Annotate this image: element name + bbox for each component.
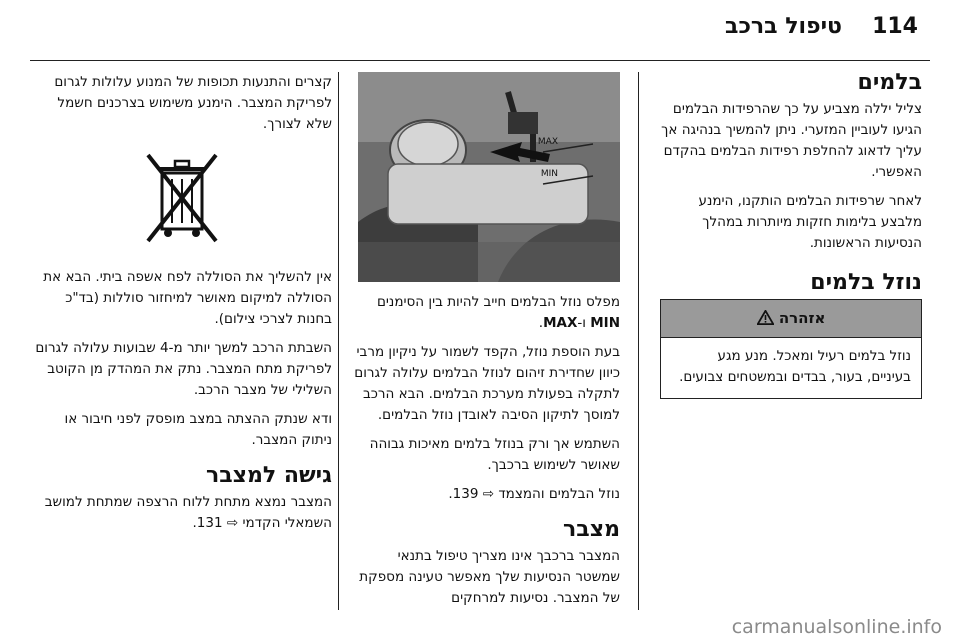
battery-paragraph-1: המצבר ברכבך אינו מצריך טיפול בתנאי שמשטר הנסיעות שלך מאפשר טעינה מספקת של המצבר. נסיעות למרחקים (359, 548, 620, 606)
photo-min-label: MIN (540, 169, 558, 179)
max-mark-text: MAX (543, 315, 578, 331)
topping-up-paragraph: בעת הוספת נוזל, הקפד לשמור על ניקיון מרבי כיוון שחדירת זיהום לנוזל הבלמים עלולה לגרום לתקלה בפעולת מערכת הבלמים. הבא הרכב למוסך לתיקון הסיבה לאובדן נוזל הבלמים. (354, 344, 620, 423)
fluid-reference-link[interactable]: נוזל הבלמים והמצמד ⇨ 139. (448, 486, 620, 502)
fluid-level-text: מפלס נוזל הבלמים חייב להיות בין הסימנים (376, 294, 620, 310)
section-title-brake-fluid: נוזל בלמים (810, 270, 922, 295)
period-text: . (538, 315, 544, 331)
section-title-battery: מצבר (563, 517, 620, 542)
and-text: ו- (577, 315, 586, 331)
warning-text: נוזל בלמים רעיל ומאכל. מנע מגע בעיניים, בעור, בבדים ובמשטחים צבועים. (679, 348, 911, 385)
section-title-brakes: בלמים (857, 70, 922, 95)
fluid-quality-paragraph: השתמש אך ורק בנוזל בלמים מאיכות גבוהה שאושר לשימוש ברכבך. (369, 436, 620, 473)
right-column (660, 72, 922, 399)
battery-storage-paragraph: השבתת הרכב למשך יותר מ-4 שבועות עלולה לגרום לפריקת מתח המצבר. נתק את המהדק מן הקוטב השלילי של מצבר הרכב. (35, 340, 332, 398)
battery-paragraph-2: קצרים והתנעות תכופות של המנוע עלולות לגרום לפריקת המצבר. הימנע משימוש בצרכנים חשמל שלא לצורך. (54, 74, 332, 132)
column-divider-right (638, 72, 639, 610)
running-title: טיפול ברכב (725, 14, 842, 39)
watermark: carmanualsonline.info (731, 616, 942, 638)
battery-access-paragraph: המצבר נמצא מתחת ללוח הרצפה שמתחת למושב השמאלי הקדמי ⇨ 131. (44, 494, 332, 531)
left-column (32, 72, 332, 542)
header-rule (30, 60, 930, 61)
page-header (0, 14, 960, 50)
min-mark-text: MIN (590, 315, 620, 331)
warning-label: אזהרה (778, 309, 826, 327)
photo-max-label: MAX (537, 137, 558, 147)
brake-fluid-reservoir-photo (358, 72, 620, 282)
warning-triangle-icon (757, 310, 774, 325)
warning-box (660, 299, 922, 399)
ignition-paragraph: ודא שנתק ההצתה במצב מופסק לפני חיבור או ניתוק המצבר. (64, 411, 332, 448)
warning-header (661, 300, 921, 338)
fluid-level-paragraph (352, 292, 620, 334)
page-number: 114 (872, 14, 918, 39)
brakes-paragraph-2: לאחר שרפידות הבלמים הותקנו, הימנע מלבצע בלימות חזקות מיותרות במהלך הנסיעות הראשונות. (698, 193, 922, 251)
battery-disposal-paragraph: אין להשליך את הסוללה לפח אשפה ביתי. הבא את הסוללה למיקום מאושר למיחזור סוללות (בד"כ בחנות לצרכי צילום). (43, 269, 332, 327)
column-divider-left (338, 72, 339, 610)
middle-column (352, 72, 620, 617)
crossed-out-wheelie-bin-icon (142, 147, 222, 247)
brakes-paragraph-1: צליל יללה מצביע על כך שהרפידות הבלמים הגיעו לעוביין המזערי. ניתן להמשיך בנהיגה אך עליך לדאוג להחלפת רפידות הבלמים בהקדם האפשרי. (661, 101, 922, 180)
section-title-battery-access: גישה למצבר (205, 463, 332, 488)
